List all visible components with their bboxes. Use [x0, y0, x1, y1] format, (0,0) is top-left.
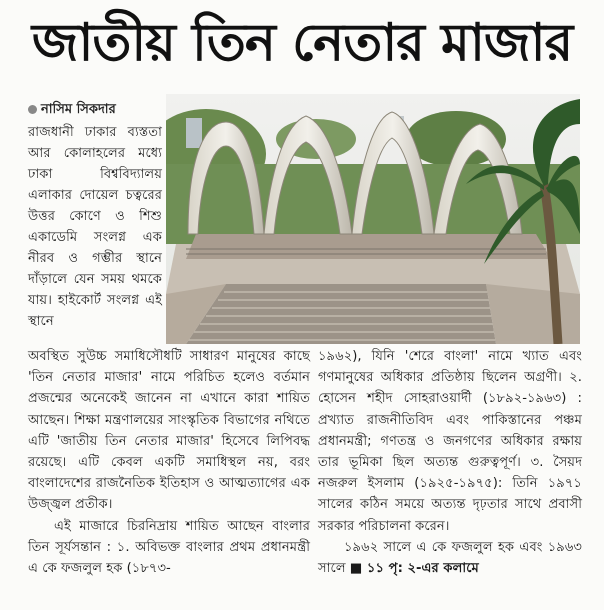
- intro-paragraph: রাজধানী ঢাকার ব্যস্ততা আর কোলাহলের মধ্যে ঢাকা বিশ্ববিদ্যালয় এলাকার দোয়েল চত্বরের উত্তর কোণে ও শিশু একাডেমি সংলগ্ন এক নীরব ও গম্ভীর স্থানে দাঁড়ালে যেন সময় থমকে যায়। হাইকোর্ট সংলগ্ন এই স্থানে: [28, 125, 162, 329]
- left-paragraph-2: এই মাজারে চিরনিদ্রায় শায়িত আছেন বাংলার তিন সূর্যসন্তান : ১. অবিভক্ত বাংলার প্রথম প্রধানমন্ত্রী এ কে ফজলুল হক (১৮৭৩-: [28, 518, 310, 577]
- right-paragraph-2-text: ১৯৬২ সালে এ কে ফজলুল হক এবং ১৯৬৩ সালে: [318, 539, 582, 577]
- author-name: নাসিম সিকদার: [41, 102, 116, 117]
- right-paragraph-2: [318, 537, 582, 579]
- bullet-icon: [28, 105, 37, 114]
- intro-column: [28, 122, 162, 332]
- headline: জাতীয় তিন নেতার মাজার: [31, 13, 573, 73]
- mausoleum-illustration: [166, 94, 580, 344]
- byline: [28, 100, 116, 121]
- mausoleum-photo: [166, 94, 580, 344]
- continued-jump: ■ ১১ পৃ: ২-এর কলামে: [349, 561, 479, 577]
- right-paragraph-1: ১৯৬২), যিনি 'শেরে বাংলা' নামে খ্যাত এবং গণমানুষের অধিকার প্রতিষ্ঠায় ছিলেন অগ্রণী। ২. হোসেন শহীদ সোহরাওয়ার্দী (১৮৯২-১৯৬৩) : প্রখ্যাত রাজনীতিবিদ এবং পাকিস্তানের পঞ্চম প্রধানমন্ত্রী; গণতন্ত্র ও জনগণের অধিকার রক্ষায় তার ভূমিকা ছিল অত্যন্ত গুরুত্বপূর্ণ। ৩. সৈয়দ নজরুল ইসলাম (১৯২৫-১৯৭৫): তিনি ১৯৭১ সালের কঠিন সময়ে অত্যন্ত দৃঢ়তার সাথে প্রবাসী সরকার পরিচালনা করেন।: [318, 349, 582, 534]
- left-column: [28, 346, 310, 579]
- left-paragraph-1: অবস্থিত সুউচ্চ সমাধিসৌধটি সাধারণ মানুষের কাছে 'তিন নেতার মাজার' নামে পরিচিত হলেও বর্তমান প্রজন্মের অনেকেই জানেন না এখানে কারা শায়িত আছেন। শিক্ষা মন্ত্রণালয়ের সাংস্কৃতিক বিভাগের নথিতে এটি 'জাতীয় তিন নেতার মাজার' হিসেবে লিপিবদ্ধ রয়েছে। এটি কেবল একটি সমাধিস্থল নয়, বরং বাংলাদেশের রাজনৈতিক ইতিহাস ও আত্মত্যাগের এক উজ্জ্বল প্রতীক।: [28, 349, 310, 513]
- right-column: [318, 346, 582, 579]
